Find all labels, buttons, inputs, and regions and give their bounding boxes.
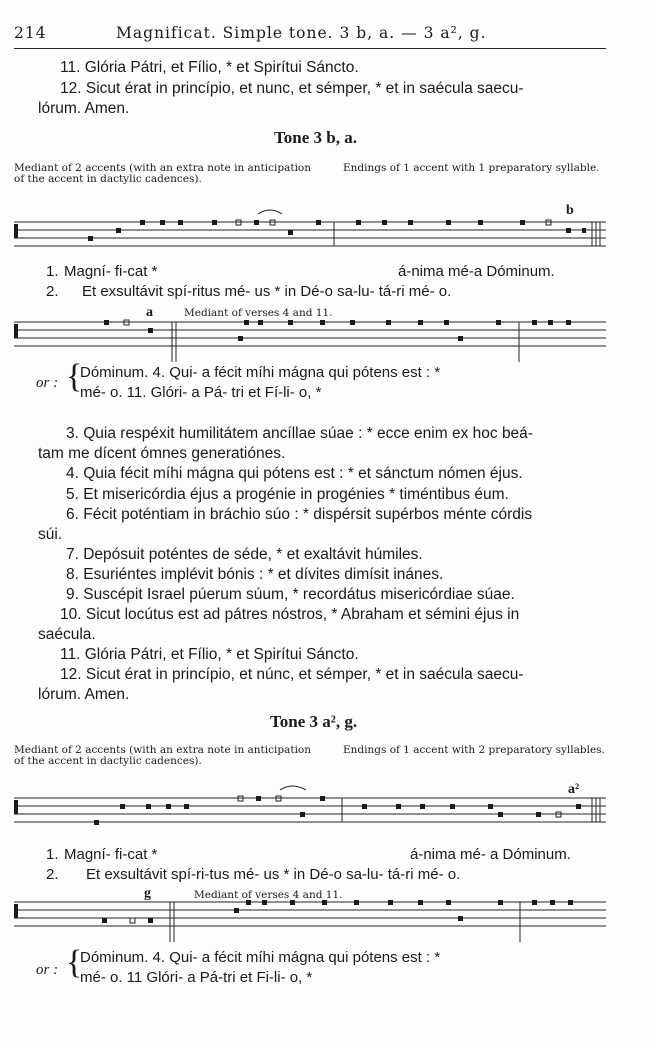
verse-line: súi. <box>38 526 63 543</box>
mediant-description: Mediant of 2 accents (with an extra note in anticipation of the accent in dactylic cadences). <box>14 744 312 767</box>
ending-letter: a² <box>568 782 580 797</box>
verse-line: 4. Quia fécit míhi mágna qui pótens est : * et sánctum nómen éjus. <box>66 465 523 482</box>
neumes <box>102 900 573 923</box>
verse-line: 3. Quia respéxit humilitátem ancíllae súae : * ecce enim ex hoc beá- <box>66 425 533 442</box>
lyric-line: Magní- fi-cat * <box>64 263 158 280</box>
page-number: 214 <box>14 24 47 42</box>
or-label: or : <box>36 375 59 391</box>
ending-letter: b <box>566 203 574 218</box>
clef-mark <box>14 904 18 918</box>
running-title: Magnificat. Simple tone. 3 b, a. — 3 a², g. <box>116 24 487 42</box>
alt-letter: g <box>144 886 151 901</box>
lyric-line: á-nima mé-a Dóminum. <box>398 263 555 280</box>
brace: { <box>66 944 83 981</box>
lyric-number: 2. <box>46 283 59 300</box>
verse-line: 9. Suscépit Israel púerum súum, * recordátus misericórdiae súae. <box>66 586 515 603</box>
verse-line: 11. Glória Pátri, et Fílio, * et Spirítui Sáncto. <box>60 646 359 663</box>
lyric-number: 1. <box>46 846 59 863</box>
verse-line: lórum. Amen. <box>38 100 130 117</box>
verse-line: 5. Et misericórdia éjus a progénie in progénies * timéntibus éum. <box>66 486 509 503</box>
tone-title: Tone 3 b, a. <box>274 128 357 147</box>
or-line: mé- o. 11. Glóri- a Pá- tri et Fí-li- o, * <box>80 384 322 401</box>
verse-line: 8. Esuriéntes implévit bónis : * et dívites dimísit inánes. <box>66 566 444 583</box>
chant-staff <box>14 322 606 362</box>
verse-line: 12. Sicut érat in princípio, et núnc, et sémper, * et in saécula saecu- <box>60 666 524 683</box>
or-line: Dóminum. 4. Qui- a fécit míhi mágna qui pótens est : * <box>80 949 441 966</box>
lyric-number: 1. <box>46 263 59 280</box>
lyric-line: Et exsultávit spí-ri-tus mé- us * in Dé-o sa-lu- tá-ri mé- o. <box>86 866 461 883</box>
chant-staff <box>14 786 606 822</box>
verse-line: tam me dícent ómnes generatiónes. <box>38 445 286 462</box>
tone-title: Tone 3 a², g. <box>270 712 358 731</box>
verse-line: saécula. <box>38 626 96 643</box>
clef-mark <box>14 800 18 814</box>
verse-line: 12. Sicut érat in princípio, et nunc, et sémper, * et in saécula saecu- <box>60 80 524 97</box>
lyric-line: Et exsultávit spí-ritus mé- us * in Dé-o sa-lu- tá-ri mé- o. <box>82 283 452 300</box>
brace: { <box>66 358 83 395</box>
or-line: mé- o. 11 Glóri- a Pá-tri et Fi-li- o, * <box>80 969 313 986</box>
verse-line: lórum. Amen. <box>38 686 130 703</box>
endings-description: Endings of 1 accent with 1 preparatory syllable. <box>343 162 600 174</box>
clef-mark <box>14 324 18 338</box>
endings-description: Endings of 1 accent with 2 preparatory syllables. <box>343 744 605 756</box>
verse-line: 6. Fécit poténtiam in bráchio súo : * dispérsit supérbos ménte córdis <box>66 506 533 523</box>
verse-line: 10. Sicut locútus est ad pátres nóstros, * Abraham et sémini éjus in <box>60 606 520 623</box>
or-label: or : <box>36 962 59 978</box>
alt-mediant-label: Mediant of verses 4 and 11. <box>184 307 333 319</box>
lyric-line: á-nima mé- a Dóminum. <box>410 846 571 863</box>
verse-line: 11. Glória Pátri, et Fílio, * et Spirítui Sáncto. <box>60 59 359 76</box>
alt-mediant-label: Mediant of verses 4 and 11. <box>194 889 343 901</box>
verse-line: 7. Depósuit poténtes de séde, * et exaltávit húmiles. <box>66 546 423 563</box>
alt-letter: a <box>146 305 153 320</box>
lyric-number: 2. <box>46 866 59 883</box>
clef-mark <box>14 224 18 238</box>
chant-staff <box>14 210 606 246</box>
mediant-description: Mediant of 2 accents (with an extra note in anticipation of the accent in dactylic cadences). <box>14 162 312 185</box>
lyric-line: Magní- fi-cat * <box>64 846 158 863</box>
neumes <box>94 796 581 825</box>
or-line: Dóminum. 4. Qui- a fécit míhi mágna qui pótens est : * <box>80 364 441 381</box>
